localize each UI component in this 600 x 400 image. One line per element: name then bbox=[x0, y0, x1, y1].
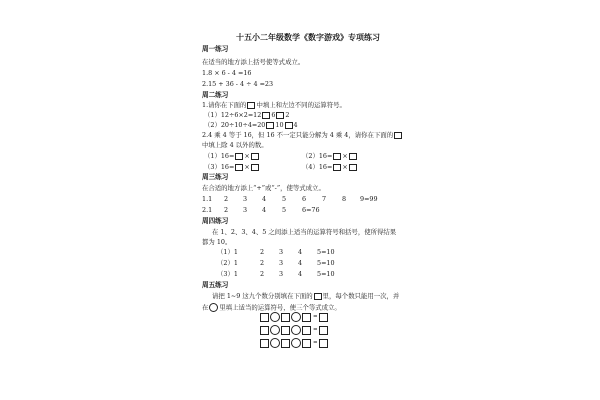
number: （1）1 bbox=[217, 248, 238, 256]
times-sign: × bbox=[244, 152, 250, 160]
number: （2）1 bbox=[217, 259, 238, 267]
times-sign: × bbox=[342, 163, 348, 171]
answer-box bbox=[302, 313, 311, 322]
number: 1.1 bbox=[202, 195, 213, 203]
number: 6 bbox=[302, 195, 307, 203]
number: 3 bbox=[279, 270, 284, 278]
week4-heading: 周四练习 bbox=[202, 217, 229, 225]
number: 3 bbox=[243, 195, 248, 203]
item-label: （1）16= bbox=[204, 152, 235, 160]
number: 8 bbox=[342, 195, 347, 203]
answer-box bbox=[333, 153, 341, 160]
number: 7 bbox=[322, 195, 327, 203]
week2-q2-item-1 bbox=[204, 152, 260, 160]
number: 2 bbox=[260, 259, 265, 267]
week2-q2-item-2 bbox=[302, 152, 358, 160]
week2-q1-before: 1.请你在下面的 bbox=[202, 101, 247, 109]
week1-line-2: 2.15 + 36 - 4 ÷ 4 =23 bbox=[202, 80, 274, 88]
number: 5=10 bbox=[317, 248, 335, 256]
item-label: （4）16= bbox=[302, 163, 333, 171]
answer-box bbox=[260, 326, 269, 335]
answer-box bbox=[262, 112, 270, 119]
answer-box bbox=[235, 164, 243, 171]
item-label: （2）20÷10÷4=20 bbox=[204, 121, 266, 129]
number: 5=10 bbox=[317, 259, 335, 267]
number: 5 bbox=[282, 206, 287, 214]
week5-text: 请把 1~9 这九个数分别填在下面的 bbox=[212, 292, 313, 300]
week2-q1-after: 中填上和左边不同的运算符号。 bbox=[256, 101, 346, 109]
answer-box bbox=[260, 313, 269, 322]
number: 4 bbox=[298, 270, 303, 278]
week5-text: 里，每个数只能用一次，并 bbox=[322, 292, 400, 300]
answer-box bbox=[394, 132, 402, 139]
week3-heading: 周三练习 bbox=[202, 173, 229, 181]
number: 9=99 bbox=[360, 195, 378, 203]
week2-q1-item-1 bbox=[204, 111, 289, 119]
number: 2.1 bbox=[202, 206, 213, 214]
week5-text: 在 bbox=[202, 303, 209, 312]
number: 4 bbox=[298, 259, 303, 267]
answer-box bbox=[302, 326, 311, 335]
answer-box bbox=[281, 339, 290, 348]
answer-box bbox=[281, 326, 290, 335]
operator-circle bbox=[291, 312, 301, 322]
item-number: 6 bbox=[271, 111, 276, 119]
week4-instruction-line1: 在 1、2、3、4、5 之间添上适当的运算符号和括号，使所得结果 bbox=[212, 228, 397, 236]
number: 2 bbox=[224, 206, 229, 214]
times-sign: × bbox=[244, 163, 250, 171]
number: 2 bbox=[224, 195, 229, 203]
week5-line2 bbox=[202, 303, 341, 312]
answer-box bbox=[302, 339, 311, 348]
times-sign: × bbox=[342, 152, 348, 160]
item-number: 4 bbox=[293, 121, 298, 129]
week1-instruction: 在适当的地方添上括号使等式成立。 bbox=[202, 58, 305, 66]
answer-box bbox=[251, 164, 259, 171]
operator-circle bbox=[270, 338, 280, 348]
week5-heading: 周五练习 bbox=[202, 281, 229, 289]
operator-circle bbox=[270, 325, 280, 335]
equals-sign: = bbox=[313, 327, 318, 333]
q2-text: 2.4 乘 4 等于 16，但 16 不一定只能分解为 4 乘 4，请你在下面的 bbox=[202, 131, 394, 139]
week5-line1 bbox=[212, 292, 399, 300]
answer-box bbox=[235, 153, 243, 160]
week2-q1 bbox=[202, 101, 346, 109]
week1-line-1: 1.8 × 6 - 4 =16 bbox=[202, 69, 252, 77]
answer-box bbox=[266, 122, 274, 129]
equals-sign: = bbox=[313, 340, 318, 346]
answer-box bbox=[281, 313, 290, 322]
number: 2 bbox=[260, 270, 265, 278]
week2-q2-item-3 bbox=[204, 163, 260, 171]
answer-box bbox=[285, 122, 293, 129]
number: 4 bbox=[298, 248, 303, 256]
item-label: （3）16= bbox=[204, 163, 235, 171]
item-label: （1）12÷6×2=12 bbox=[204, 111, 262, 119]
page-title: 十五小二年级数学《数字游戏》专项练习 bbox=[236, 32, 380, 42]
answer-box bbox=[251, 153, 259, 160]
item-label: （2）16= bbox=[302, 152, 333, 160]
answer-box bbox=[349, 164, 357, 171]
answer-box bbox=[247, 102, 255, 109]
number: 6=76 bbox=[302, 206, 320, 214]
item-number: 10 bbox=[275, 121, 284, 129]
answer-box bbox=[319, 313, 328, 322]
number: 4 bbox=[262, 195, 267, 203]
answer-box bbox=[333, 164, 341, 171]
answer-box bbox=[319, 326, 328, 335]
number: 2 bbox=[260, 248, 265, 256]
number: 5 bbox=[282, 195, 287, 203]
number: 3 bbox=[279, 248, 284, 256]
week2-q2-line1 bbox=[202, 131, 403, 139]
week2-q1-item-2 bbox=[204, 121, 298, 129]
week1-heading: 周一练习 bbox=[202, 45, 229, 53]
item-number: 2 bbox=[285, 111, 290, 119]
answer-box bbox=[319, 339, 328, 348]
operator-circle bbox=[209, 303, 218, 312]
operator-circle bbox=[270, 312, 280, 322]
answer-box bbox=[349, 153, 357, 160]
number: 4 bbox=[262, 206, 267, 214]
number: 5=10 bbox=[317, 270, 335, 278]
operator-circle bbox=[291, 338, 301, 348]
number: （3）1 bbox=[217, 270, 238, 278]
operator-circle bbox=[291, 325, 301, 335]
answer-box bbox=[260, 339, 269, 348]
number: 3 bbox=[243, 206, 248, 214]
week2-heading: 周二练习 bbox=[202, 91, 229, 99]
answer-box bbox=[276, 112, 284, 119]
number: 3 bbox=[279, 259, 284, 267]
week2-q2-item-4 bbox=[302, 163, 358, 171]
week5-text: 里填上适当的运算符号，使三个等式成立。 bbox=[219, 303, 341, 312]
answer-box bbox=[314, 293, 322, 300]
week2-q2-line2: 中填上除 4 以外的数。 bbox=[202, 141, 268, 149]
week3-instruction: 在合适的地方添上“+”或“-”，使等式成立。 bbox=[202, 184, 325, 192]
week4-instruction-line2: 都为 10。 bbox=[202, 238, 232, 246]
equals-sign: = bbox=[313, 314, 318, 320]
